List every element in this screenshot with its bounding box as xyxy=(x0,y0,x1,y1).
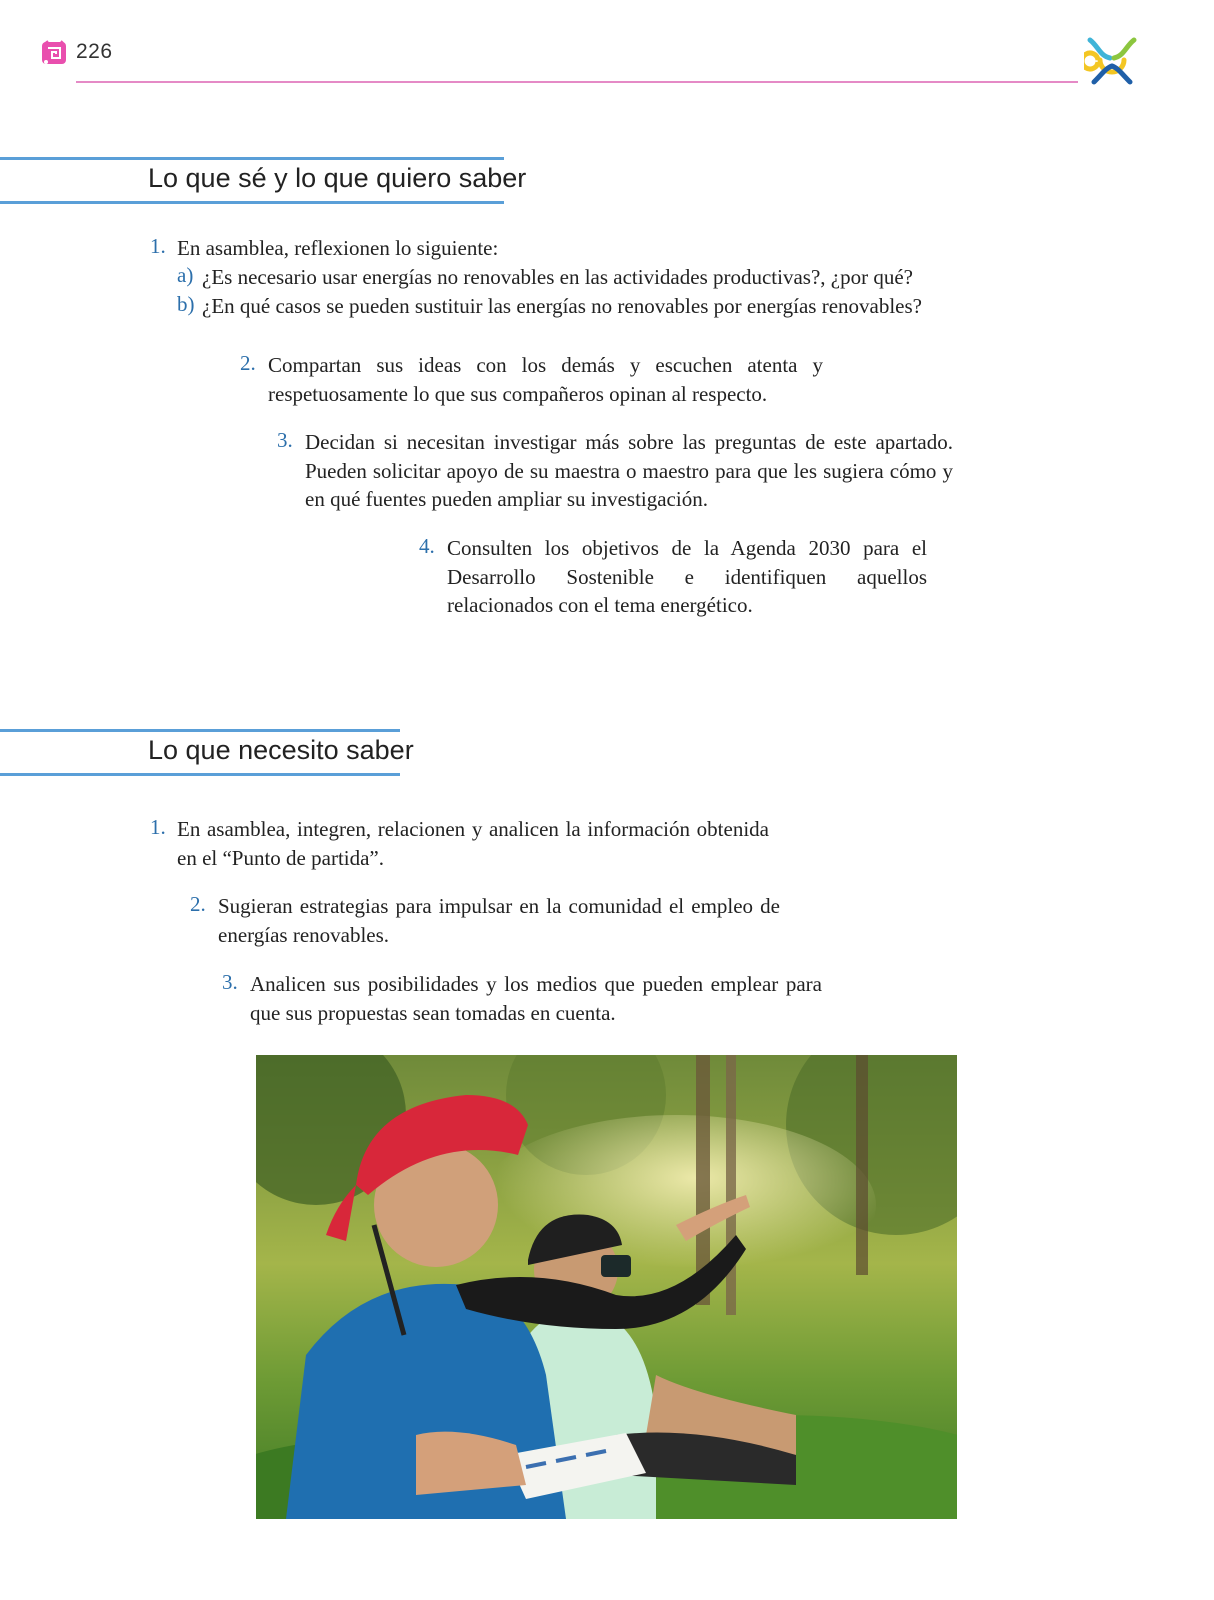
sub-item-letter: a) xyxy=(177,263,194,287)
list-item: Decidan si necesitan investigar más sobre las preguntas de este apartado. Pueden solicitar apoyo de su maestra o maestro para que les sugiera cómo y en qué fuentes pueden ampliar su investigación. xyxy=(305,430,953,511)
item-number: 3. xyxy=(277,428,293,452)
page-number: 226 xyxy=(76,40,113,63)
item-number: 3. xyxy=(222,970,238,994)
item-number: 2. xyxy=(190,892,206,916)
spiral-glyph-icon xyxy=(40,38,68,68)
section-header xyxy=(0,157,527,205)
header-rule xyxy=(76,81,1078,83)
sub-item: ¿Es necesario usar energías no renovables en las actividades productivas?, ¿por qué? xyxy=(202,265,913,289)
list-item: Sugieran estrategias para impulsar en la comunidad el empleo de energías renovables. xyxy=(218,894,780,947)
section-title: Lo que sé y lo que quiero saber xyxy=(148,163,527,193)
list-item: En asamblea, reflexionen lo siguiente: xyxy=(177,236,499,260)
list-item: En asamblea, integren, relacionen y analicen la información obtenida en el “Punto de partida”. xyxy=(177,817,769,870)
students-birdwatching-photo xyxy=(256,1055,957,1519)
list-item: Analicen sus posibilidades y los medios que pueden emplear para que sus propuestas sean tomadas en cuenta. xyxy=(250,972,822,1025)
section-title: Lo que necesito saber xyxy=(148,735,414,765)
item-number: 1. xyxy=(150,234,166,258)
series-logo-icon xyxy=(1084,32,1140,88)
sub-item-letter: b) xyxy=(177,292,195,316)
section-header xyxy=(0,729,414,777)
list-item: Compartan sus ideas con los demás y escuchen atenta y respetuosamente lo que sus compañeros opinan al respecto. xyxy=(268,353,823,406)
item-number: 4. xyxy=(419,534,435,558)
sub-item: ¿En qué casos se pueden sustituir las energías no renovables por energías renovables? xyxy=(202,294,922,318)
item-number: 2. xyxy=(240,351,256,375)
item-number: 1. xyxy=(150,815,166,839)
list-item: Consulten los objetivos de la Agenda 2030 para el Desarrollo Sostenible e identifiquen aquellos relacionados con el tema energético. xyxy=(447,536,927,617)
